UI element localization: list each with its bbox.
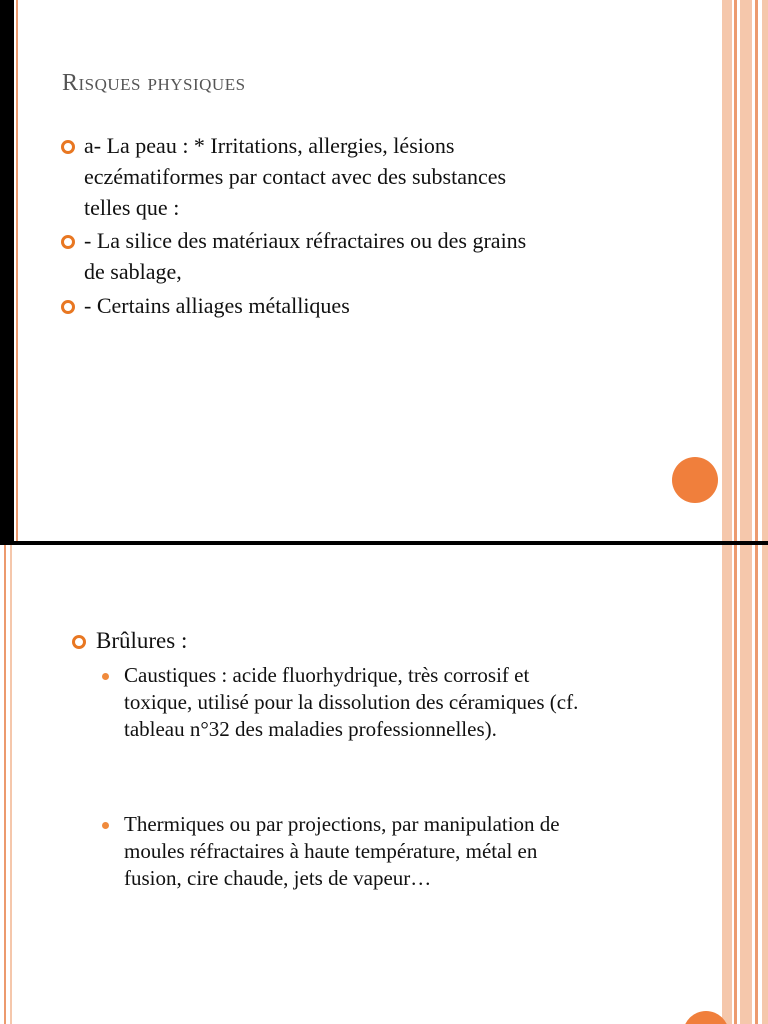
sub-bullet-item xyxy=(124,662,578,743)
bullet-ring-icon xyxy=(72,635,86,649)
bullet-ring-icon xyxy=(61,300,75,314)
bullet-item xyxy=(84,130,506,223)
bullet-text: - Certains alliages métalliques xyxy=(84,293,350,318)
bullet-ring-icon xyxy=(61,235,75,249)
sub-bullet-text: Caustiques : acide fluorhydrique, très corrosif et toxique, utilisé pour la dissolution des céramiques (cf. tableau n°32 des maladies professionnelles). xyxy=(124,663,579,741)
decorative-circle xyxy=(672,457,718,503)
bullet-text: - La silice des matériaux réfractaires ou des grains de sablage, xyxy=(84,228,527,284)
bullet-ring-icon xyxy=(61,140,75,154)
right-border xyxy=(720,0,768,541)
bullet-item xyxy=(84,290,350,321)
bullet-dot-icon xyxy=(102,822,109,829)
bullet-item xyxy=(96,625,187,656)
bullet-item xyxy=(84,225,526,287)
sub-bullet-item xyxy=(124,811,560,892)
slide-title: Risques physiques xyxy=(62,70,246,96)
left-border xyxy=(2,545,14,1024)
left-border xyxy=(14,0,26,541)
bullet-dot-icon xyxy=(102,673,109,680)
slide-2 xyxy=(0,545,768,1024)
right-border xyxy=(720,545,768,1024)
sub-bullet-text: Thermiques ou par projections, par manipulation de moules réfractaires à haute température, métal en fusion, cire chaude, jets de vapeur… xyxy=(124,812,560,890)
bullet-heading: Brûlures : xyxy=(96,628,188,653)
bullet-text: a- La peau : * Irritations, allergies, lésions eczématiformes par contact avec des substances telles que : xyxy=(84,133,507,220)
left-edge xyxy=(0,0,14,541)
